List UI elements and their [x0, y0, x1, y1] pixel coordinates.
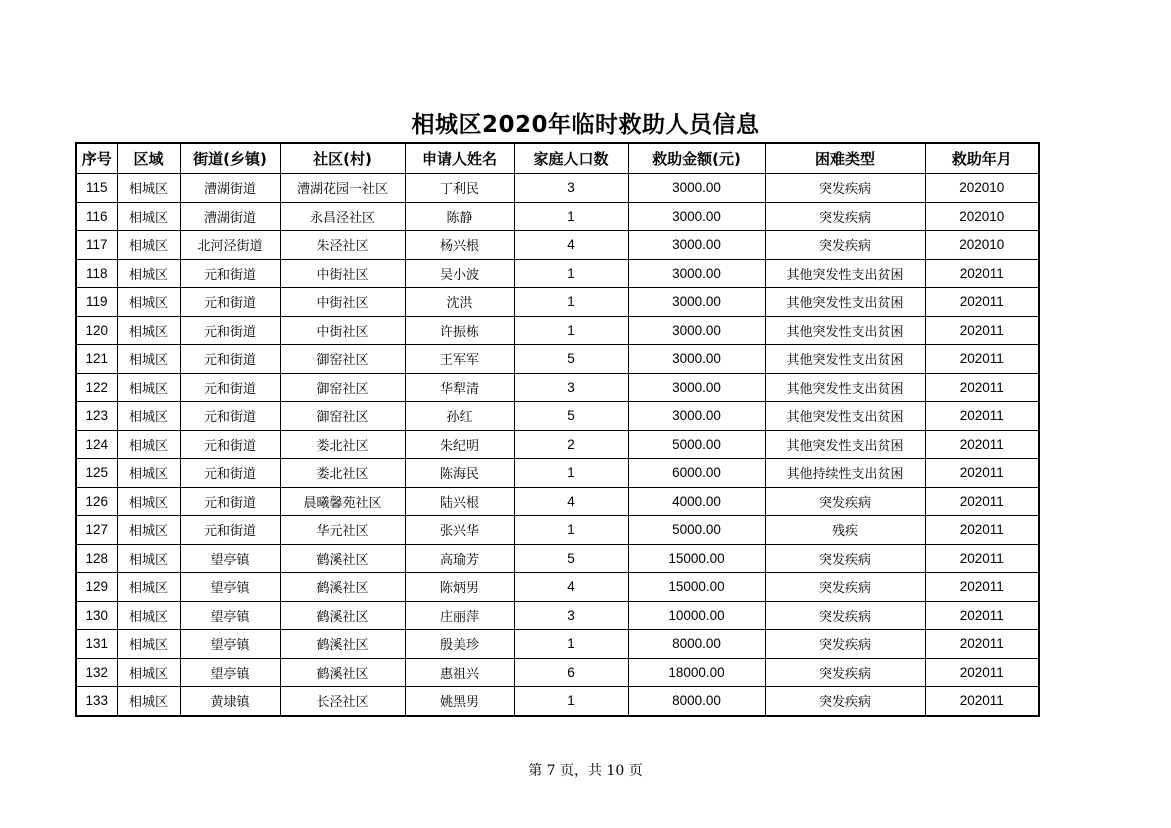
cell-street: 元和街道 — [180, 316, 280, 345]
cell-street: 望亭镇 — [180, 544, 280, 573]
cell-applicant: 惠祖兴 — [405, 658, 514, 687]
cell-index: 125 — [76, 459, 117, 488]
cell-community: 中街社区 — [280, 288, 405, 317]
cell-community: 鹤溪社区 — [280, 573, 405, 602]
cell-difficulty: 突发疾病 — [765, 573, 925, 602]
cell-street: 北河泾街道 — [180, 231, 280, 260]
cell-household: 4 — [514, 487, 628, 516]
cell-household: 1 — [514, 459, 628, 488]
cell-difficulty: 突发疾病 — [765, 687, 925, 716]
cell-month: 202011 — [925, 573, 1039, 602]
cell-difficulty: 突发疾病 — [765, 202, 925, 231]
cell-difficulty: 突发疾病 — [765, 544, 925, 573]
table-header-row — [76, 143, 1039, 174]
cell-index: 133 — [76, 687, 117, 716]
cell-month: 202010 — [925, 202, 1039, 231]
cell-street: 望亭镇 — [180, 658, 280, 687]
cell-index: 123 — [76, 402, 117, 431]
cell-community: 长泾社区 — [280, 687, 405, 716]
cell-amount: 3000.00 — [628, 373, 765, 402]
cell-amount: 18000.00 — [628, 658, 765, 687]
cell-applicant: 沈洪 — [405, 288, 514, 317]
cell-applicant: 殷美珍 — [405, 630, 514, 659]
cell-difficulty: 突发疾病 — [765, 630, 925, 659]
cell-index: 120 — [76, 316, 117, 345]
cell-amount: 5000.00 — [628, 430, 765, 459]
cell-community: 朱泾社区 — [280, 231, 405, 260]
cell-street: 望亭镇 — [180, 630, 280, 659]
cell-difficulty: 突发疾病 — [765, 231, 925, 260]
cell-month: 202011 — [925, 259, 1039, 288]
table-row — [76, 516, 1039, 545]
cell-month: 202011 — [925, 345, 1039, 374]
cell-month: 202010 — [925, 231, 1039, 260]
cell-community: 娄北社区 — [280, 430, 405, 459]
cell-amount: 15000.00 — [628, 573, 765, 602]
cell-household: 5 — [514, 544, 628, 573]
cell-applicant: 高瑜芳 — [405, 544, 514, 573]
table-row — [76, 601, 1039, 630]
cell-applicant: 丁利民 — [405, 174, 514, 203]
cell-area: 相城区 — [117, 459, 180, 488]
cell-index: 132 — [76, 658, 117, 687]
table-row — [76, 373, 1039, 402]
cell-applicant: 陈海民 — [405, 459, 514, 488]
cell-street: 元和街道 — [180, 402, 280, 431]
cell-household: 3 — [514, 373, 628, 402]
table-row — [76, 487, 1039, 516]
table-row — [76, 288, 1039, 317]
cell-applicant: 张兴华 — [405, 516, 514, 545]
cell-area: 相城区 — [117, 544, 180, 573]
cell-street: 漕湖街道 — [180, 202, 280, 231]
cell-applicant: 王军军 — [405, 345, 514, 374]
cell-month: 202011 — [925, 630, 1039, 659]
table-row — [76, 630, 1039, 659]
cell-area: 相城区 — [117, 630, 180, 659]
cell-applicant: 陆兴根 — [405, 487, 514, 516]
table-row — [76, 345, 1039, 374]
page-footer: 第 7 页，共 10 页 — [528, 763, 643, 779]
cell-index: 117 — [76, 231, 117, 260]
cell-household: 3 — [514, 601, 628, 630]
cell-area: 相城区 — [117, 316, 180, 345]
cell-applicant: 杨兴根 — [405, 231, 514, 260]
cell-household: 2 — [514, 430, 628, 459]
cell-index: 130 — [76, 601, 117, 630]
cell-household: 3 — [514, 174, 628, 203]
col-header-amount: 救助金额(元) — [628, 143, 765, 174]
cell-area: 相城区 — [117, 202, 180, 231]
cell-street: 漕湖街道 — [180, 174, 280, 203]
cell-community: 华元社区 — [280, 516, 405, 545]
cell-street: 元和街道 — [180, 259, 280, 288]
cell-difficulty: 突发疾病 — [765, 658, 925, 687]
cell-amount: 3000.00 — [628, 259, 765, 288]
col-header-month: 救助年月 — [925, 143, 1039, 174]
cell-index: 128 — [76, 544, 117, 573]
cell-month: 202011 — [925, 516, 1039, 545]
table-row — [76, 573, 1039, 602]
col-header-street: 街道(乡镇) — [180, 143, 280, 174]
cell-difficulty: 其他持续性支出贫困 — [765, 459, 925, 488]
cell-applicant: 孙红 — [405, 402, 514, 431]
cell-area: 相城区 — [117, 373, 180, 402]
cell-household: 1 — [514, 259, 628, 288]
cell-month: 202011 — [925, 402, 1039, 431]
cell-street: 元和街道 — [180, 516, 280, 545]
cell-applicant: 吴小波 — [405, 259, 514, 288]
cell-index: 122 — [76, 373, 117, 402]
cell-amount: 15000.00 — [628, 544, 765, 573]
cell-month: 202011 — [925, 316, 1039, 345]
cell-index: 121 — [76, 345, 117, 374]
cell-index: 119 — [76, 288, 117, 317]
cell-area: 相城区 — [117, 658, 180, 687]
cell-community: 永昌泾社区 — [280, 202, 405, 231]
cell-difficulty: 突发疾病 — [765, 174, 925, 203]
table-body — [76, 174, 1039, 716]
cell-amount: 3000.00 — [628, 316, 765, 345]
table-row — [76, 316, 1039, 345]
cell-amount: 3000.00 — [628, 231, 765, 260]
cell-difficulty: 突发疾病 — [765, 601, 925, 630]
cell-community: 漕湖花园一社区 — [280, 174, 405, 203]
cell-difficulty: 其他突发性支出贫困 — [765, 373, 925, 402]
cell-applicant: 朱纪明 — [405, 430, 514, 459]
cell-area: 相城区 — [117, 516, 180, 545]
cell-community: 御窑社区 — [280, 402, 405, 431]
cell-household: 1 — [514, 316, 628, 345]
cell-difficulty: 其他突发性支出贫困 — [765, 402, 925, 431]
cell-community: 御窑社区 — [280, 345, 405, 374]
cell-month: 202011 — [925, 459, 1039, 488]
cell-amount: 3000.00 — [628, 402, 765, 431]
cell-month: 202011 — [925, 658, 1039, 687]
cell-street: 元和街道 — [180, 430, 280, 459]
cell-applicant: 许振栋 — [405, 316, 514, 345]
cell-difficulty: 其他突发性支出贫困 — [765, 288, 925, 317]
cell-applicant: 陈炳男 — [405, 573, 514, 602]
cell-amount: 3000.00 — [628, 345, 765, 374]
cell-household: 5 — [514, 402, 628, 431]
cell-area: 相城区 — [117, 573, 180, 602]
cell-index: 126 — [76, 487, 117, 516]
cell-amount: 8000.00 — [628, 687, 765, 716]
cell-amount: 4000.00 — [628, 487, 765, 516]
cell-community: 御窑社区 — [280, 373, 405, 402]
table-row — [76, 231, 1039, 260]
cell-amount: 3000.00 — [628, 202, 765, 231]
cell-applicant: 华犁清 — [405, 373, 514, 402]
cell-month: 202011 — [925, 687, 1039, 716]
cell-area: 相城区 — [117, 687, 180, 716]
cell-amount: 10000.00 — [628, 601, 765, 630]
cell-month: 202011 — [925, 430, 1039, 459]
table-row — [76, 174, 1039, 203]
cell-area: 相城区 — [117, 288, 180, 317]
cell-community: 中街社区 — [280, 259, 405, 288]
table-row — [76, 544, 1039, 573]
cell-street: 元和街道 — [180, 459, 280, 488]
cell-household: 5 — [514, 345, 628, 374]
cell-street: 元和街道 — [180, 345, 280, 374]
cell-month: 202011 — [925, 544, 1039, 573]
cell-street: 元和街道 — [180, 373, 280, 402]
cell-community: 鹤溪社区 — [280, 630, 405, 659]
cell-difficulty: 其他突发性支出贫困 — [765, 316, 925, 345]
cell-index: 129 — [76, 573, 117, 602]
cell-area: 相城区 — [117, 259, 180, 288]
cell-applicant: 陈静 — [405, 202, 514, 231]
page-title: 相城区2020年临时救助人员信息 — [411, 112, 760, 138]
cell-area: 相城区 — [117, 402, 180, 431]
cell-amount: 3000.00 — [628, 174, 765, 203]
cell-month: 202011 — [925, 288, 1039, 317]
cell-difficulty: 突发疾病 — [765, 487, 925, 516]
cell-street: 黄埭镇 — [180, 687, 280, 716]
cell-community: 鹤溪社区 — [280, 658, 405, 687]
cell-month: 202011 — [925, 601, 1039, 630]
cell-month: 202011 — [925, 373, 1039, 402]
cell-area: 相城区 — [117, 601, 180, 630]
cell-household: 1 — [514, 516, 628, 545]
cell-month: 202010 — [925, 174, 1039, 203]
col-header-community: 社区(村) — [280, 143, 405, 174]
col-header-index: 序号 — [76, 143, 117, 174]
cell-street: 元和街道 — [180, 487, 280, 516]
cell-household: 1 — [514, 288, 628, 317]
cell-area: 相城区 — [117, 487, 180, 516]
cell-difficulty: 残疾 — [765, 516, 925, 545]
cell-amount: 5000.00 — [628, 516, 765, 545]
cell-area: 相城区 — [117, 174, 180, 203]
cell-community: 中街社区 — [280, 316, 405, 345]
cell-household: 6 — [514, 658, 628, 687]
cell-household: 1 — [514, 202, 628, 231]
col-header-household: 家庭人口数 — [514, 143, 628, 174]
col-header-area: 区域 — [117, 143, 180, 174]
cell-community: 鹤溪社区 — [280, 544, 405, 573]
cell-amount: 6000.00 — [628, 459, 765, 488]
table-row — [76, 430, 1039, 459]
cell-street: 望亭镇 — [180, 601, 280, 630]
cell-amount: 8000.00 — [628, 630, 765, 659]
cell-area: 相城区 — [117, 231, 180, 260]
table-row — [76, 658, 1039, 687]
table-row — [76, 259, 1039, 288]
col-header-difficulty: 困难类型 — [765, 143, 925, 174]
cell-area: 相城区 — [117, 345, 180, 374]
cell-index: 115 — [76, 174, 117, 203]
col-header-applicant: 申请人姓名 — [405, 143, 514, 174]
cell-household: 4 — [514, 231, 628, 260]
cell-difficulty: 其他突发性支出贫困 — [765, 259, 925, 288]
cell-area: 相城区 — [117, 430, 180, 459]
cell-street: 望亭镇 — [180, 573, 280, 602]
cell-index: 124 — [76, 430, 117, 459]
table-row — [76, 402, 1039, 431]
table-row — [76, 202, 1039, 231]
cell-index: 131 — [76, 630, 117, 659]
cell-household: 1 — [514, 687, 628, 716]
cell-household: 1 — [514, 630, 628, 659]
table-row — [76, 459, 1039, 488]
cell-community: 鹤溪社区 — [280, 601, 405, 630]
cell-difficulty: 其他突发性支出贫困 — [765, 430, 925, 459]
cell-community: 娄北社区 — [280, 459, 405, 488]
cell-month: 202011 — [925, 487, 1039, 516]
cell-index: 127 — [76, 516, 117, 545]
cell-applicant: 姚黑男 — [405, 687, 514, 716]
cell-index: 116 — [76, 202, 117, 231]
cell-household: 4 — [514, 573, 628, 602]
cell-community: 晨曦馨苑社区 — [280, 487, 405, 516]
table-row — [76, 687, 1039, 716]
relief-table — [75, 142, 1040, 717]
cell-applicant: 庄丽萍 — [405, 601, 514, 630]
cell-difficulty: 其他突发性支出贫困 — [765, 345, 925, 374]
cell-street: 元和街道 — [180, 288, 280, 317]
cell-amount: 3000.00 — [628, 288, 765, 317]
cell-index: 118 — [76, 259, 117, 288]
